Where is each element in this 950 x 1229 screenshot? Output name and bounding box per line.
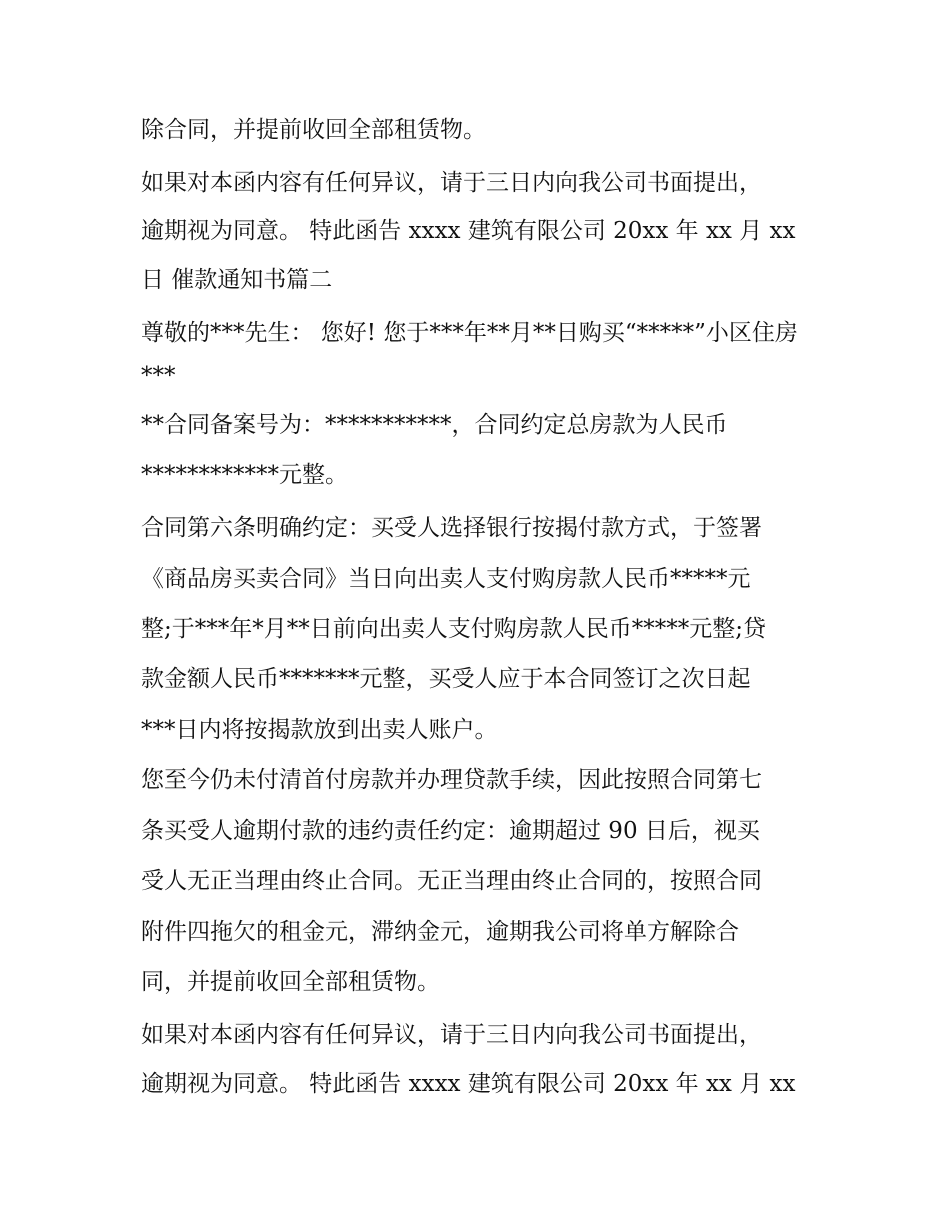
text-line: 除合同，并提前收回全部租赁物。 [141, 117, 486, 143]
text-line: 《商品房买卖合同》当日向出卖人支付购房款人民币*****元 [141, 566, 751, 592]
text-line: **合同备案号为：***********，合同约定总房款为人民币 [141, 412, 728, 438]
text-line: 整;于***年*月**日前向出卖人支付购房款人民币*****元整;贷 [141, 616, 766, 642]
text-line: 如果对本函内容有任何异议，请于三日内向我公司书面提出， [141, 170, 762, 196]
text-line: 款金额人民币*******元整，买受人应于本合同签订之次日起 [141, 666, 751, 692]
text-line: ***日内将按揭款放到出卖人账户。 [141, 717, 498, 743]
text-line: *** [141, 363, 176, 389]
text-line: 条买受人逾期付款的违约责任约定：逾期超过 90 日后，视买 [141, 818, 760, 844]
text-line: 受人无正当理由终止合同。无正当理由终止合同的，按照合同 [141, 868, 762, 894]
text-line: 逾期视为同意。 特此函告 xxxx 建筑有限公司 20xx 年 xx 月 xx [141, 1071, 796, 1097]
text-line: 如果对本函内容有任何异议，请于三日内向我公司书面提出， [141, 1022, 762, 1048]
text-line: 同，并提前收回全部租赁物。 [141, 969, 440, 995]
text-line: 附件四拖欠的租金元，滞纳金元，逾期我公司将单方解除合 [141, 919, 739, 945]
text-line: 尊敬的***先生： 您好! 您于***年**月**日购买“*****”小区住房 [141, 320, 798, 346]
text-line: 合同第六条明确约定：买受人选择银行按揭付款方式，于签署 [141, 515, 762, 541]
text-line: 您至今仍未付清首付房款并办理贷款手续，因此按照合同第七 [141, 767, 762, 793]
text-line: 逾期视为同意。 特此函告 xxxx 建筑有限公司 20xx 年 xx 月 xx [141, 218, 796, 244]
text-line: ************元整。 [141, 462, 348, 488]
text-line: 日 催款通知书篇二 [141, 267, 333, 293]
